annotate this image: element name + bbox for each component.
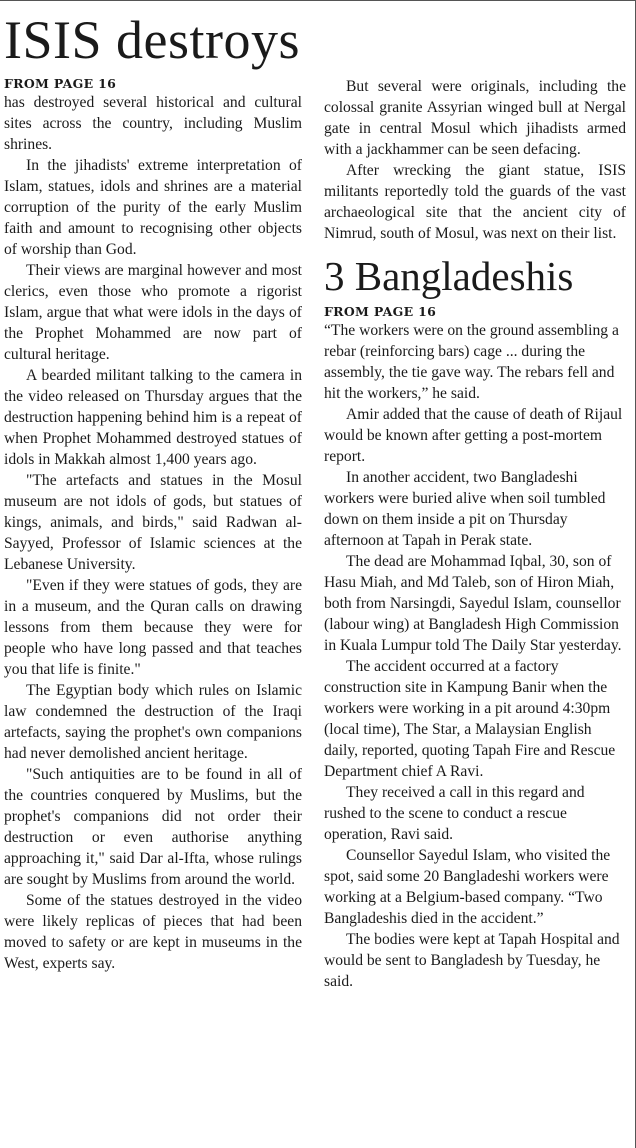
headline-bangladeshis: 3 Bangladeshis	[324, 253, 574, 299]
paragraph: Their views are marginal however and most clerics, even those who promote a rigorist Islam, argue that what were idols in the days of the Prophet Mohammed are now part of cultural heritage.	[4, 262, 302, 363]
paragraph: The dead are Mohammad Iqbal, 30, son of Hasu Miah, and Md Taleb, son of Hiron Miah, both from Narsingdi, Sayedul Islam, counsellor (labour wing) at Bangladesh High Commission in Kuala Lumpur told The Daily Star yesterday.	[324, 553, 622, 654]
paragraph: has destroyed several historical and cultural sites across the country, including Muslim shrines.	[4, 94, 302, 153]
paragraph: Amir added that the cause of death of Rijaul would be known after getting a post-mortem report.	[324, 406, 623, 465]
paragraph: "The artefacts and statues in the Mosul museum are not idols of gods, but statues of kings, animals, and birds," said Radwan al-Sayyed, Professor of Islamic sciences at the Lebanese University.	[4, 472, 302, 573]
paragraph: "Even if they were statues of gods, they are in a museum, and the Quran calls on drawing lessons from them because they were for people who have long passed and that teaches you that life is finite."	[4, 577, 302, 678]
story-isis-body-left	[4, 92, 302, 974]
left-column	[4, 0, 302, 974]
paragraph: "Such antiquities are to be found in all of the countries conquered by Muslims, but the prophet's companions did not order their destruction or even authorise anything approaching it," said Dar al-Ifta, whose rulings are sought by Muslims from around the world.	[4, 766, 302, 888]
story-bangladeshis-body	[324, 320, 626, 992]
paragraph: The Egyptian body which rules on Islamic law condemned the destruction of the Iraqi artefacts, saying the prophet's own companions had never demolished ancient heritage.	[4, 682, 302, 762]
paragraph: “The workers were on the ground assembling a rebar (reinforcing bars) cage ... during the assembly, the tie gave way. The rebars fell and hit the workers,” he said.	[324, 322, 619, 402]
right-column	[324, 0, 626, 992]
paragraph: In the jihadists' extreme interpretation of Islam, statues, idols and shrines are a material corruption of the purity of the early Muslim faith and amount to recognising other objects of worship than God.	[4, 157, 302, 258]
story-isis-body-right	[324, 76, 626, 244]
headline-isis: ISIS destroys	[4, 10, 301, 70]
paragraph: The accident occurred at a factory construction site in Kampung Banir when the workers were working in a pit around 4:30pm (local time), The Star, a Malaysian English daily, reported, quoting Tapah Fire and Rescue Department chief A Ravi.	[324, 658, 616, 780]
paragraph: A bearded militant talking to the camera in the video released on Thursday argues that the destruction happening behind him is a repeat of when Prophet Mohammed destroyed statues of idols in Makkah almost 1,400 years ago.	[4, 367, 302, 468]
paragraph: But several were originals, including the colossal granite Assyrian winged bull at Nergal gate in central Mosul which jihadists armed with a jackhammer can be seen defacing.	[324, 78, 626, 158]
paragraph: The bodies were kept at Tapah Hospital and would be sent to Bangladesh by Tuesday, he said.	[324, 931, 620, 990]
paragraph: Counsellor Sayedul Islam, who visited the spot, said some 20 Bangladeshi workers were working at a Belgium-based company. “Two Bangladeshis died in the accident.”	[324, 847, 611, 927]
paragraph: They received a call in this regard and rushed to the scene to conduct a rescue operation, Ravi said.	[324, 784, 585, 843]
jump-line-isis: FROM PAGE 16	[4, 76, 117, 91]
jump-line-bangladeshis: FROM PAGE 16	[324, 304, 437, 319]
paragraph: In another accident, two Bangladeshi workers were buried alive when soil tumbled down on them inside a pit on Thursday afternoon at Tapah in Perak state.	[324, 469, 606, 549]
paragraph: After wrecking the giant statue, ISIS militants reportedly told the guards of the vast archaeological site that the ancient city of Nimrud, south of Mosul, was next on their list.	[324, 162, 626, 242]
paragraph: Some of the statues destroyed in the video were likely replicas of pieces that had been moved to safety or are kept in museums in the West, experts say.	[4, 892, 302, 972]
